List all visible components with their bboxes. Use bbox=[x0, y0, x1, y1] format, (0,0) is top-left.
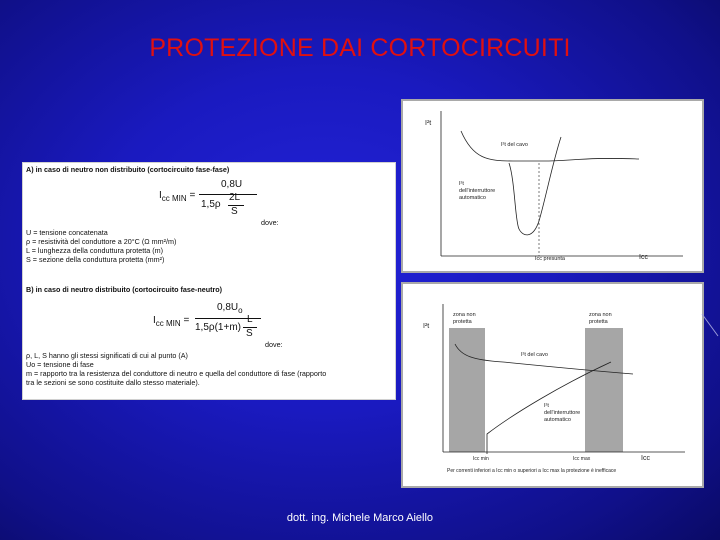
formula-b-lhs: $I_{cc MIN}$ = bbox=[153, 315, 190, 328]
graph2-breaker-label-3: automatico bbox=[544, 417, 571, 423]
graph2-caption: Per correnti inferiori a Icc min o superiori a Icc max la protezione è inefficace bbox=[447, 468, 617, 474]
decorative-diagonal-line bbox=[700, 312, 720, 338]
case-b-def-1: ρ, L, S hanno gli stessi significati di cui al punto (A) bbox=[26, 351, 188, 360]
case-b-def-3: m = rapporto tra la resistenza del conduttore di neutro e quella del conduttore di fase (rapporto bbox=[26, 369, 327, 378]
formula-a-den-frac-num: 2L bbox=[229, 192, 241, 203]
graph1-x-label: Icc bbox=[639, 254, 648, 261]
case-a-def-1: U = tensione concatenata bbox=[26, 228, 108, 237]
graph2-cable-label: I²t del cavo bbox=[521, 352, 548, 358]
graph1-y-label: I²t bbox=[425, 120, 432, 127]
graph1-breaker-curve bbox=[509, 137, 561, 235]
case-a-def-3: L = lunghezza della conduttura protetta (m) bbox=[26, 246, 163, 255]
formula-a-den-prefix: 1,5ρ bbox=[201, 199, 221, 210]
graph2-x-tick-min: Icc min bbox=[473, 456, 489, 462]
graph1-cable-curve bbox=[461, 131, 639, 161]
slide-title: PROTEZIONE DAI CORTOCIRCUITI bbox=[149, 34, 571, 62]
graph2-zone-right bbox=[585, 328, 623, 452]
graph2-zone-left-label-2: protetta bbox=[453, 319, 472, 325]
formula-b-numerator: $0,8U_o$ bbox=[217, 302, 243, 315]
formula-a-lhs: $I_{cc MIN}$ = bbox=[159, 190, 196, 203]
graph-protected-zones bbox=[401, 282, 704, 488]
graph2-zone-right-label-2: protetta bbox=[589, 319, 608, 325]
graph2-zone-right-label-1: zona non bbox=[589, 312, 612, 318]
formula-a-den-frac-den: S bbox=[231, 206, 238, 217]
graph1-x-tick: Icc presunta bbox=[535, 256, 565, 262]
formula-b-den-frac-num: L bbox=[247, 314, 253, 325]
case-a-heading: A) in caso di neutro non distribuito (cortocircuito fase-fase) bbox=[26, 165, 230, 174]
graph-i2t-vs-icc bbox=[401, 99, 704, 273]
case-a-def-4: S = sezione della conduttura protetta (mm²) bbox=[26, 255, 165, 264]
graph2-breaker-label-2: dell'interruttore bbox=[544, 410, 581, 416]
formula-b-dove: dove: bbox=[265, 340, 283, 349]
formula-a-dove: dove: bbox=[261, 218, 279, 227]
graph2-zone-left bbox=[449, 328, 485, 452]
formula-b-den-frac-den: S bbox=[246, 328, 253, 339]
graph2-y-label: I²t bbox=[423, 323, 430, 330]
graph1-breaker-label-3: automatico bbox=[459, 195, 486, 201]
graph1-breaker-label-2: dell'interruttore bbox=[459, 188, 496, 194]
formula-panel bbox=[22, 162, 396, 400]
graph2-zone-left-label-1: zona non bbox=[453, 312, 476, 318]
formula-a-fraction-bar bbox=[199, 194, 257, 195]
graph2-x-label: Icc bbox=[641, 455, 650, 462]
graph1-svg bbox=[403, 101, 702, 271]
graph2-breaker-label-1: I²t bbox=[544, 403, 549, 409]
formula-b-den-prefix: 1,5ρ(1+m) bbox=[195, 322, 241, 333]
formula-a-numerator: 0,8U bbox=[221, 179, 243, 190]
graph2-x-tick-max: Icc max bbox=[573, 456, 591, 462]
graph1-cable-label: I²t del cavo bbox=[501, 142, 528, 148]
graph1-breaker-label-1: I²t bbox=[459, 181, 464, 187]
graph2-svg bbox=[403, 284, 702, 486]
case-b-heading: B) in caso di neutro distribuito (cortocircuito fase-neutro) bbox=[26, 285, 223, 294]
case-b-def-4: tra le sezioni se sono costituite dallo stesso materiale). bbox=[26, 378, 200, 387]
case-a-def-2: ρ = resistività del conduttore a 20°C (Ω mm²/m) bbox=[26, 237, 177, 246]
case-b-def-2: Uo = tensione di fase bbox=[26, 360, 94, 369]
slide-footer: dott. ing. Michele Marco Aiello bbox=[286, 512, 434, 524]
